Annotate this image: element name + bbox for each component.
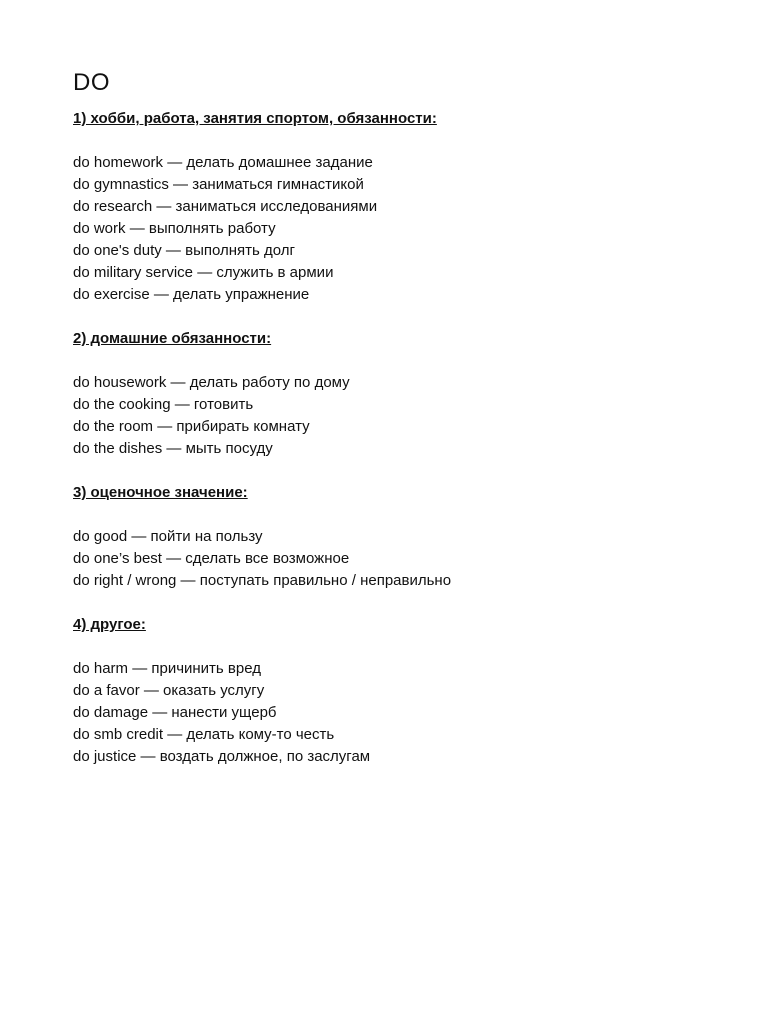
list-item: do damage — нанести ущерб [73, 704, 277, 721]
section-hobbies-work [73, 108, 733, 306]
list-item: do a favor — оказать услугу [73, 682, 265, 699]
list-item: do the room — прибирать комнату [73, 418, 310, 435]
section-evaluative-meaning [73, 482, 733, 592]
list-item: do harm — причинить вред [73, 660, 261, 677]
list-item: do the dishes — мыть посуду [73, 440, 273, 457]
list-item: do one’s best — сделать все возможное [73, 550, 350, 567]
list-item: do housework — делать работу по дому [73, 374, 350, 391]
list-item: do justice — воздать должное, по заслугам [73, 748, 371, 765]
section-heading: 1) хобби, работа, занятия спортом, обязанности: [73, 110, 437, 127]
list-item: do gymnastics — заниматься гимнастикой [73, 176, 364, 193]
document-page [73, 66, 733, 790]
list-item: do good — пойти на пользу [73, 528, 263, 545]
list-item: do the cooking — готовить [73, 396, 254, 413]
section-household-chores [73, 328, 733, 460]
section-heading: 3) оценочное значение: [73, 484, 248, 501]
section-other [73, 614, 733, 768]
list-item: do exercise — делать упражнение [73, 286, 310, 303]
list-item: do homework — делать домашнее задание [73, 154, 373, 171]
section-heading: 4) другое: [73, 616, 146, 633]
section-heading: 2) домашние обязанности: [73, 330, 272, 347]
list-item: do military service — служить в армии [73, 264, 334, 281]
list-item: do smb credit — делать кому-то честь [73, 726, 335, 743]
list-item: do one's duty — выполнять долг [73, 242, 295, 259]
list-item: do research — заниматься исследованиями [73, 198, 378, 215]
list-item: do right / wrong — поступать правильно / неправильно [73, 572, 452, 589]
list-item: do work — выполнять работу [73, 220, 276, 237]
document-title: DO [73, 69, 110, 96]
